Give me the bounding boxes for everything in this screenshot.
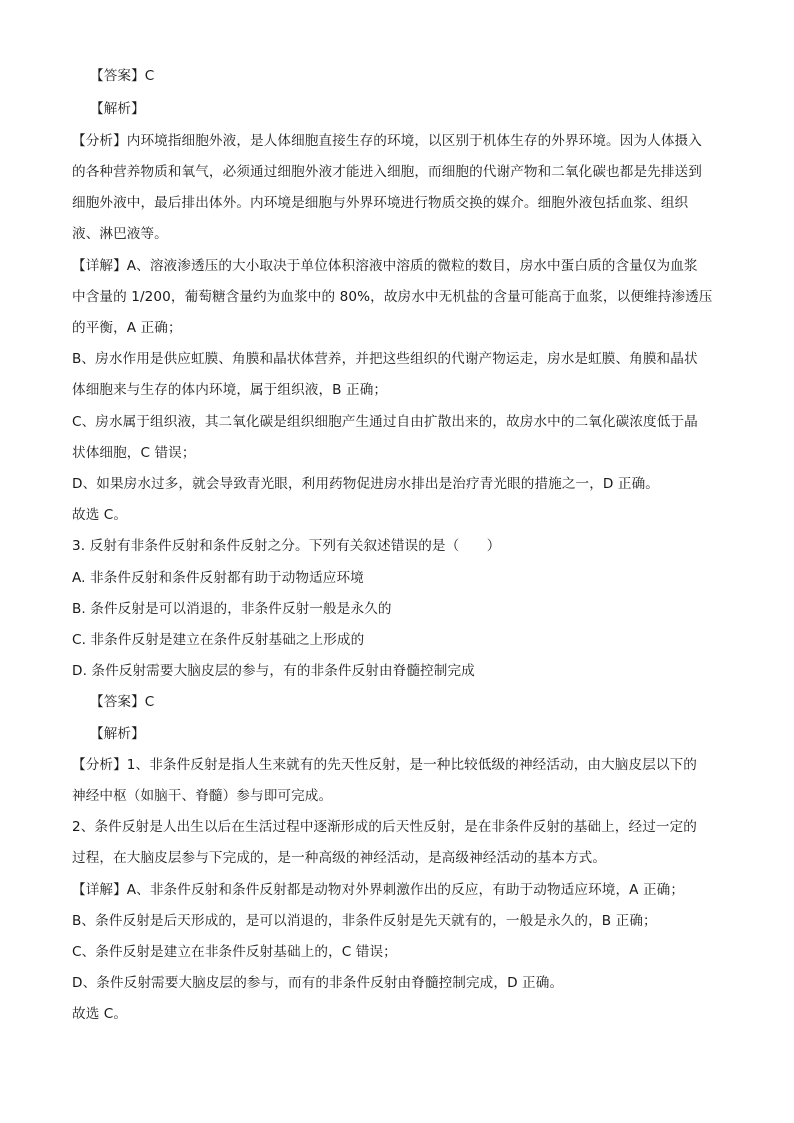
conclusion-line: 故选 C。 xyxy=(72,507,128,523)
question-stem: 3. 反射有非条件反射和条件反射之分。下列有关叙述错误的是（ ） xyxy=(72,538,501,554)
detail-text-line: 【详解】A、非条件反射和条件反射都是动物对外界刺激作出的反应，有助于动物适应环境，A 正确； xyxy=(72,882,685,898)
analysis-text-line: 2、条件反射是人出生以后在生活过程中逐渐形成的后天性反射，是在非条件反射的基础上，经过一定的 xyxy=(72,819,697,835)
detail-text-line: 【详解】A、溶液渗透压的大小取决于单位体积溶液中溶质的微粒的数目，房水中蛋白质的含量仅为血浆 xyxy=(72,258,698,274)
option-b: B. 条件反射是可以消退的，非条件反射一般是永久的 xyxy=(72,601,392,617)
detail-text-line: D、条件反射需要大脑皮层的参与，而有的非条件反射由脊髓控制完成，D 正确。 xyxy=(72,975,564,991)
analysis-text-line: 【分析】1、非条件反射是指人生来就有的先天性反射，是一种比较低级的神经活动，由大脑皮层以下的 xyxy=(72,757,697,773)
detail-text-line: C、房水属于组织液，其二氧化碳是组织细胞产生通过自由扩散出来的，故房水中的二氧化碳浓度低于晶 xyxy=(72,414,698,430)
detail-text-line: B、条件反射是后天形成的，是可以消退的，非条件反射是先天就有的，一般是永久的，B 正确； xyxy=(72,913,657,929)
detail-text-line: C、条件反射是建立在非条件反射基础上的，C 错误； xyxy=(72,944,397,960)
option-d: D. 条件反射需要大脑皮层的参与，有的非条件反射由脊髓控制完成 xyxy=(72,663,475,679)
analysis-text-line: 细胞外液中，最后排出体外。内环境是细胞与外界环境进行物质交换的媒介。细胞外液包括血浆、组织 xyxy=(72,195,689,211)
detail-text-line: D、如果房水过多，就会导致青光眼，利用药物促进房水排出是治疗青光眼的措施之一，D 正确。 xyxy=(72,476,659,492)
analysis-text-line: 液、淋巴液等。 xyxy=(72,226,168,242)
detail-text-line: 的平衡，A 正确； xyxy=(72,320,182,336)
detail-text-line: 状体细胞，C 错误； xyxy=(72,445,196,461)
analysis-text-line: 过程，在大脑皮层参与下完成的，是一种高级的神经活动，是高级神经活动的基本方式。 xyxy=(72,850,607,866)
option-c: C. 非条件反射是建立在条件反射基础之上形成的 xyxy=(72,632,365,648)
conclusion-line: 故选 C。 xyxy=(72,1006,128,1022)
detail-text-line: 体细胞来与生存的体内环境，属于组织液，B 正确； xyxy=(72,382,388,398)
detail-text-line: 中含量的 1/200，葡萄糖含量约为血浆中的 80%，故房水中无机盐的含量可能高于血浆，以便维持渗透压 xyxy=(72,289,713,305)
analysis-label-1: 【解析】 xyxy=(90,101,145,117)
answer-label-1: 【答案】C xyxy=(90,68,155,84)
analysis-label-2: 【解析】 xyxy=(90,726,145,742)
analysis-text-line: 神经中枢（如脑干、脊髓）参与即可完成。 xyxy=(72,788,333,804)
option-a: A. 非条件反射和条件反射都有助于动物适应环境 xyxy=(72,570,364,586)
analysis-text-line: 的各种营养物质和氧气，必须通过细胞外液才能进入细胞，而细胞的代谢产物和二氧化碳也都是先排送到 xyxy=(72,164,702,180)
detail-text-line: B、房水作用是供应虹膜、角膜和晶状体营养，并把这些组织的代谢产物运走，房水是虹膜、角膜和晶状 xyxy=(72,351,698,367)
answer-label-2: 【答案】C xyxy=(90,694,155,710)
analysis-text-line: 【分析】内环境指细胞外液，是人体细胞直接生存的环境，以区别于机体生存的外界环境。因为人体摄入 xyxy=(72,133,702,149)
